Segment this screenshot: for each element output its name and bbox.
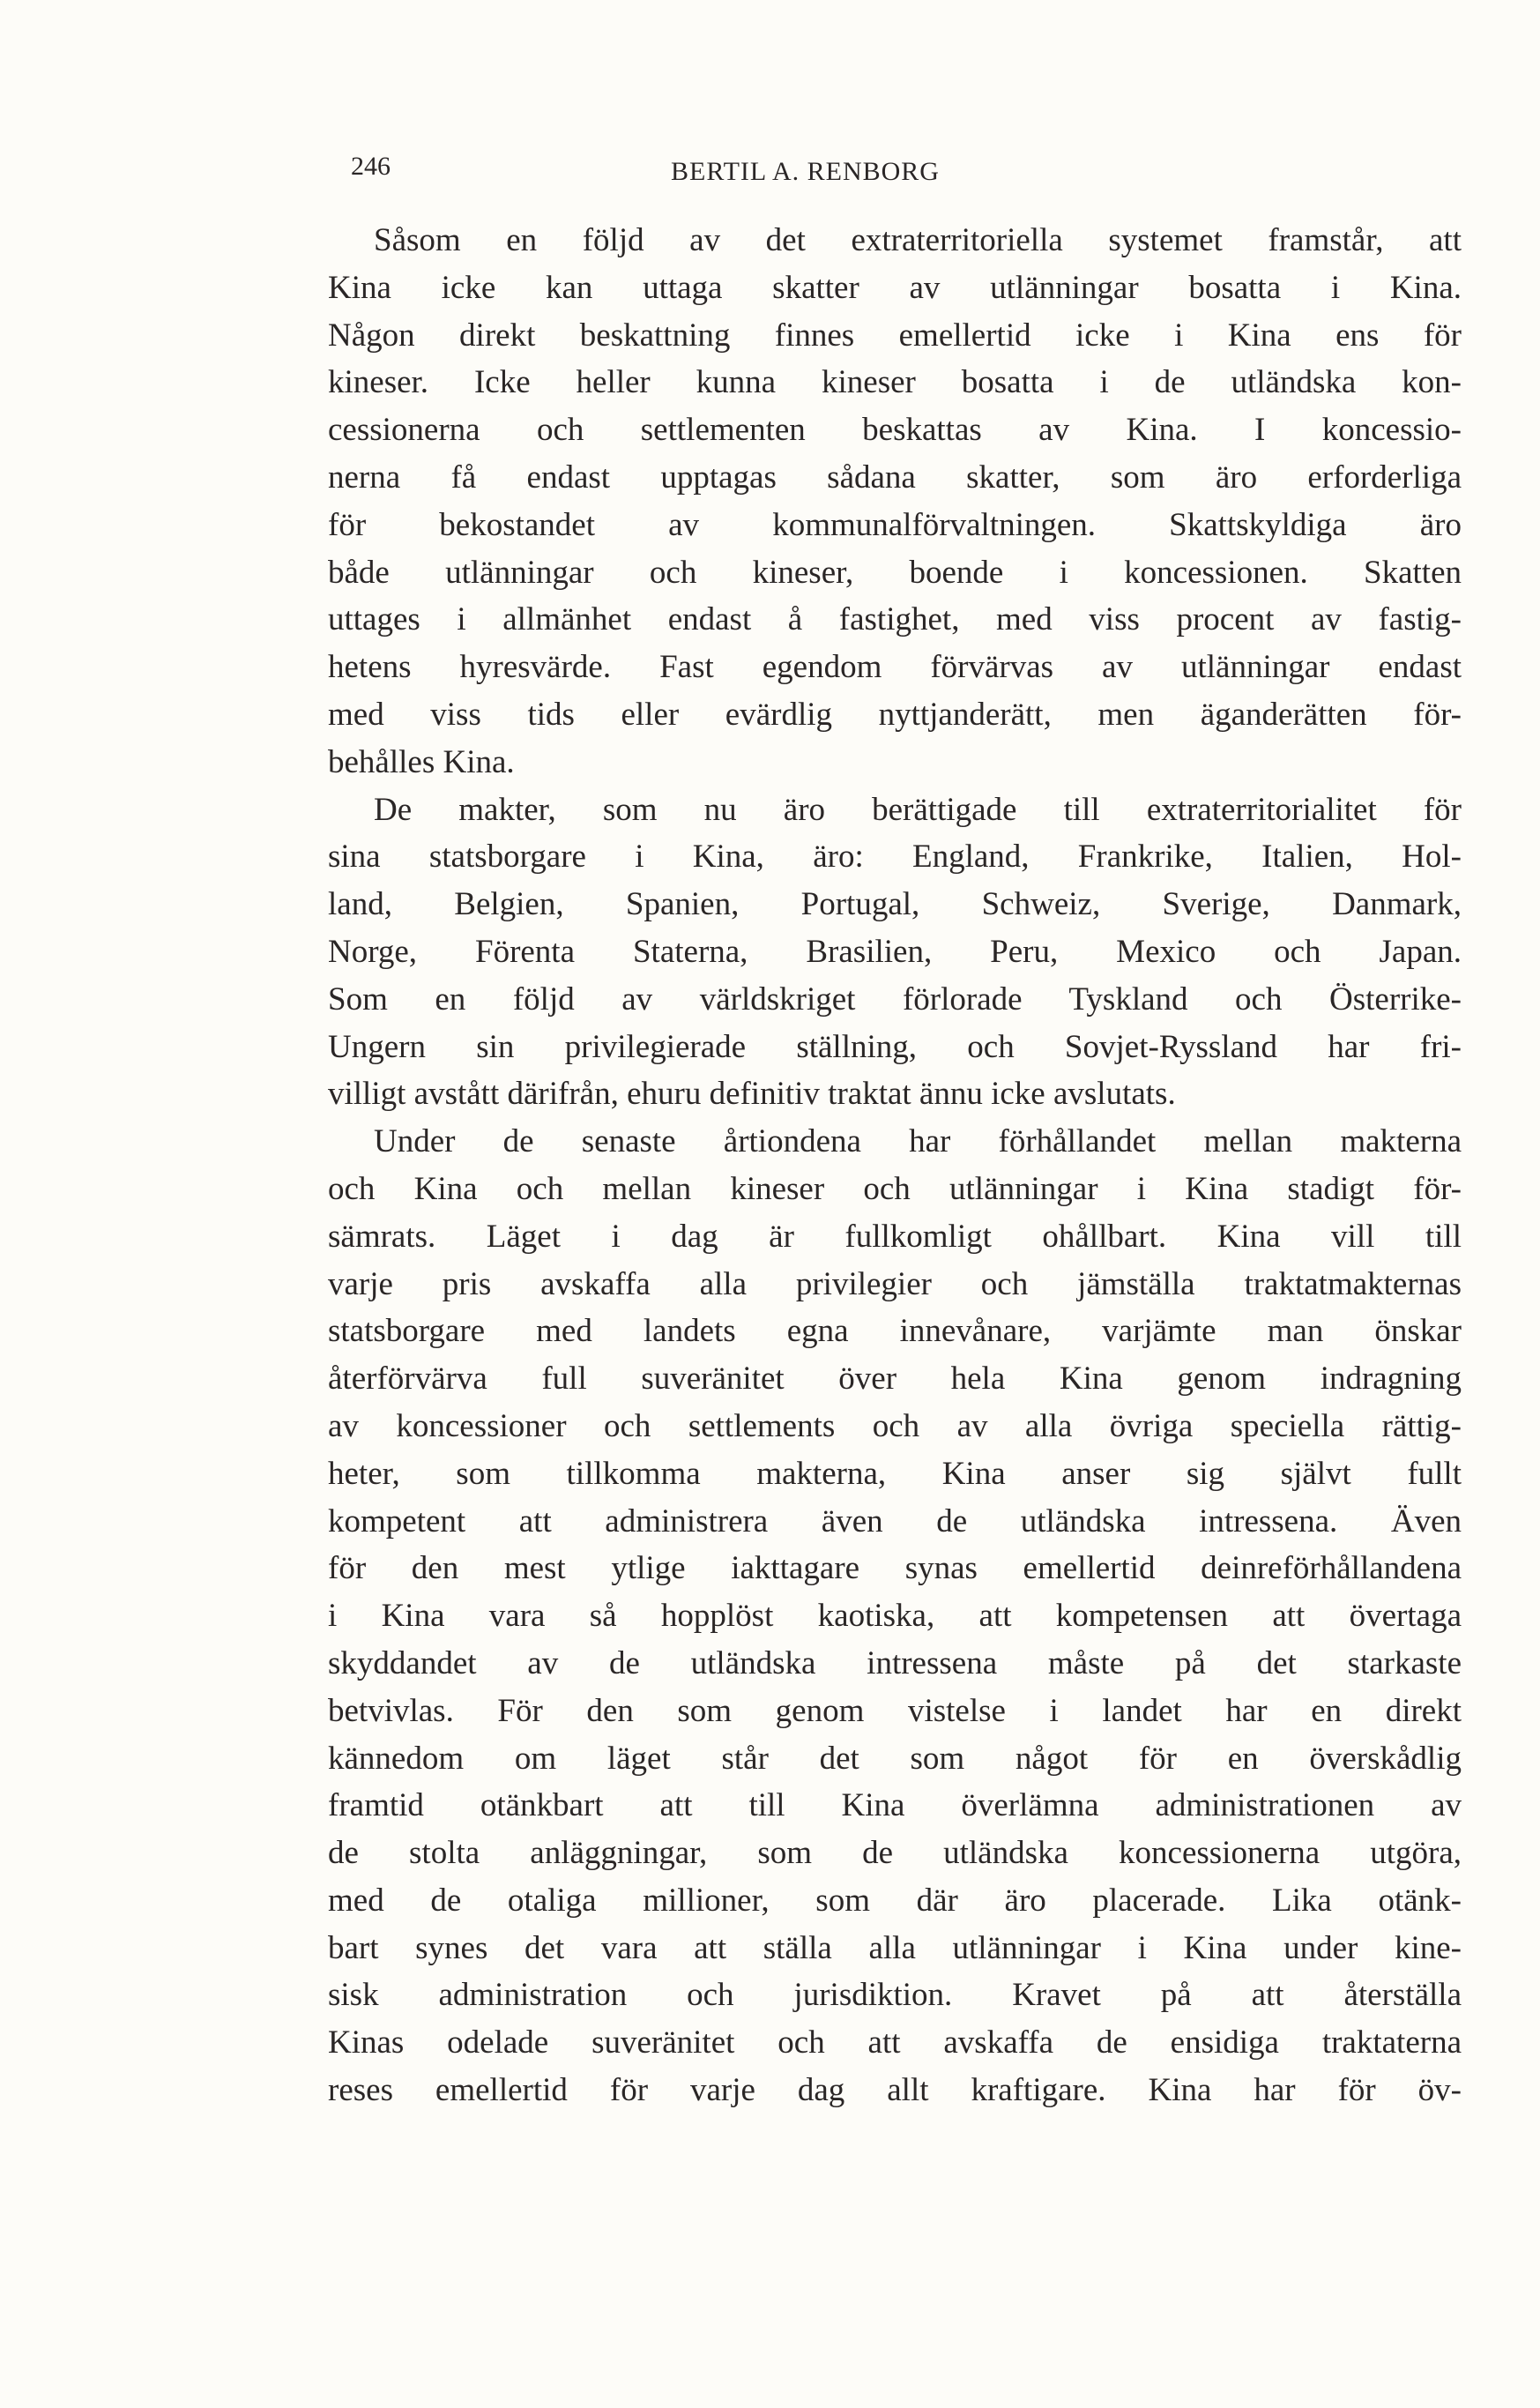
text-line: villigt avstått därifrån, ehuru definitiv traktat ännu icke avslutats. (328, 1076, 1176, 1113)
text-line: cessionerna och settlementen beskattas av Kina. I koncessio- (328, 412, 1462, 449)
text-line: Kina icke kan uttaga skatter av utlänningar bosatta i Kina. (328, 269, 1462, 306)
text-line: kineser. Icke heller kunna kineser bosatta i de utländska kon- (328, 364, 1462, 401)
text-line: hetens hyresvärde. Fast egendom förvärvas av utlänningar endast (328, 649, 1462, 686)
text-line: av koncessioner och settlements och av alla övriga speciella rättig- (328, 1407, 1462, 1444)
page-header (0, 152, 1540, 190)
text-line: statsborgare med landets egna innevånare, varjämte man önskar (328, 1313, 1462, 1350)
text-line: land, Belgien, Spanien, Portugal, Schweiz, Sverige, Danmark, (328, 886, 1462, 923)
text-line: behålles Kina. (328, 743, 515, 780)
text-line: med de otaliga millioner, som där äro placerade. Lika otänk- (328, 1882, 1462, 1919)
text-line: sämrats. Läget i dag är fullkomligt ohållbart. Kina vill till (328, 1218, 1462, 1255)
document-body (328, 217, 1462, 2114)
text-line: kännedom om läget står det som något för en överskådlig (328, 1740, 1462, 1777)
text-line: och Kina och mellan kineser och utlänningar i Kina stadigt för- (328, 1170, 1462, 1207)
text-line: De makter, som nu äro berättigade till extraterritorialitet för (374, 791, 1462, 828)
text-line: återförvärva full suveränitet över hela Kina genom indragning (328, 1361, 1462, 1398)
paragraph (328, 1118, 1462, 2114)
paragraph (328, 787, 1462, 1119)
text-line: framtid otänkbart att till Kina överlämna administrationen av (328, 1787, 1462, 1824)
text-line: med viss tids eller evärdlig nyttjanderätt, men äganderätten för- (328, 696, 1462, 733)
text-line: betvivlas. För den som genom vistelse i landet har en direkt (328, 1692, 1462, 1729)
text-line: nerna få endast upptagas sådana skatter, som äro erforderliga (328, 458, 1462, 496)
text-line: heter, som tillkomma makterna, Kina anser sig självt fullt (328, 1455, 1462, 1492)
text-line: Såsom en följd av det extraterritoriella systemet framstår, att (374, 222, 1462, 258)
text-line: Under de senaste årtiondena har förhållandet mellan makterna (374, 1123, 1462, 1160)
text-line: bart synes det vara att ställa alla utlänningar i Kina under kine- (328, 1929, 1462, 1966)
text-line: sisk administration och jurisdiktion. Kravet på att återställa (328, 1977, 1462, 2014)
text-line: de stolta anläggningar, som de utländska koncessionerna utgöra, (328, 1835, 1462, 1872)
text-line: Kinas odelade suveränitet och att avskaffa de ensidiga traktaterna (328, 2024, 1462, 2061)
page-number: 246 (351, 152, 391, 181)
text-line: Någon direkt beskattning finnes emellertid icke i Kina ens för (328, 317, 1462, 354)
text-line: Som en följd av världskriget förlorade Tyskland och Österrike- (328, 980, 1462, 1018)
text-line: kompetent att administrera även de utländska intressena. Även (328, 1502, 1462, 1539)
text-line: sina statsborgare i Kina, äro: England, Frankrike, Italien, Hol- (328, 839, 1462, 876)
text-line: både utlänningar och kineser, boende i koncessionen. Skatten (328, 554, 1462, 591)
text-line: uttages i allmänhet endast å fastighet, med viss procent av fastig- (328, 601, 1462, 638)
text-line: i Kina vara så hopplöst kaotiska, att kompetensen att övertaga (328, 1598, 1462, 1635)
text-line: för bekostandet av kommunalförvaltningen. Skattskyldiga äro (328, 506, 1462, 543)
text-line: Norge, Förenta Staterna, Brasilien, Peru, Mexico och Japan. (328, 933, 1462, 970)
text-line: skyddandet av de utländska intressena måste på det starkaste (328, 1644, 1462, 1681)
text-line: för den mest ytlige iakttagare synas emellertid deinreförhållandena (328, 1550, 1462, 1587)
running-title: BERTIL A. RENBORG (671, 157, 940, 186)
text-line: Ungern sin privilegierade ställning, och Sovjet-Ryssland har fri- (328, 1028, 1462, 1065)
paragraph (328, 217, 1462, 787)
text-line: reses emellertid för varje dag allt kraftigare. Kina har för öv- (328, 2072, 1462, 2109)
text-line: varje pris avskaffa alla privilegier och jämställa traktatmakternas (328, 1265, 1462, 1302)
